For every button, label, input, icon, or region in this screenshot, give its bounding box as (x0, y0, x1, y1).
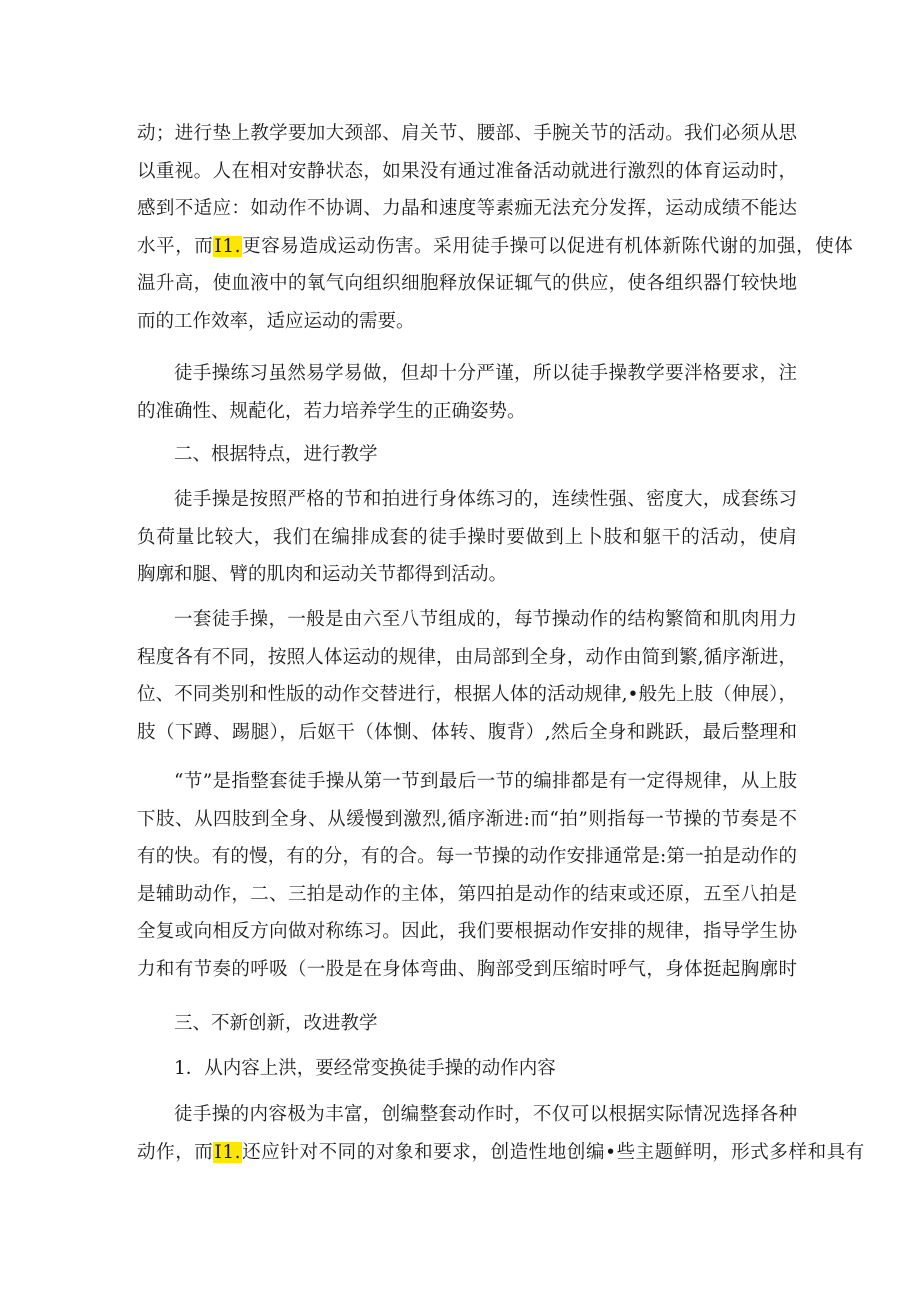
text-line: 胸廓和腿、臂的肌肉和运动关节都得到活动。 (137, 564, 508, 585)
text-line: 有的快。有的慢，有的分，有的合。每一节操的动作安排通常是:第一拍是动作的 (137, 846, 797, 867)
text-line: 徒手操是按照严格的节和拍进行身体练习的，连续性强、密度大，成套练习 (174, 489, 797, 510)
section-heading-2 (137, 436, 797, 474)
text-line: 肢（下蹲、踢腿），后妪干（体惻、体转、腹背）,然后全身和跳跃，最后整理和 (137, 721, 797, 743)
text-line: 动；进行垫上教学要加大颈部、肩关节、腰部、手腕关节的活动。我们必须从思 (137, 123, 797, 144)
text-line: “节”是指整套徒手操从第一节到最后一节的编排都是有一定得规律，从上肢 (174, 771, 797, 792)
paragraph-3 (137, 481, 797, 594)
paragraph-4 (137, 601, 797, 751)
section-heading-3 (137, 1005, 797, 1043)
heading-text: 三、不新创新，改进教学 (174, 1013, 378, 1034)
text-line: 以重视。人在相对安静状态，如果没有通过准备活动就进行激烈的体育运动时， (137, 160, 797, 182)
text-line: 位、不同类别和性版的动作交替进行，根据人体的活动规律,•般先上肢（伸展）， (137, 684, 797, 705)
heading-text: 二、根据特点，进行教学 (174, 444, 378, 465)
text-line: 负荷量比较大，我们在编排成套的徒手操时要做到上卜肢和躯干的活动，使肩 (137, 526, 797, 548)
highlighted-mark: I1. (214, 1141, 242, 1163)
text-line: 徒手操练习虽然易学易做，但却十分严谨，所以徒手操教学要泮格要求，注 (174, 363, 797, 384)
highlighted-mark: I1. (214, 235, 242, 257)
text-line: 一套徒手操，一般是由六至八节组成的，每节操动作的结构繁简和肌肉用力 (174, 609, 797, 630)
text-segment: 更容易造成运动伤害。采用徒手操可以促进有机体新陈代谢的加强，使体 (242, 235, 854, 257)
paragraph-5 (137, 763, 797, 988)
text-line: 感到不适应：如动作不协调、力晶和速度等素痂无法充分发挥，运动成绩不能达 (137, 198, 797, 219)
subheading-3-1 (137, 1050, 797, 1088)
text-line: 下肢、从四肢到全身、从缓慢到激烈,循序渐进:而“拍”则指每一节操的节奏是不 (137, 808, 797, 830)
paragraph-1 (137, 115, 854, 340)
text-line: 全复或向相反方向做对称练习。因此，我们要根据动作安排的规律，指导学生协 (137, 921, 797, 942)
text-line (137, 228, 854, 266)
text-line: 程度各有不同，按照人体运动的规律，由局部到全身，动作由简到繁,循序渐进， (137, 646, 797, 668)
text-line: 力和有节奏的呼吸（一股是在身体弯曲、胸部受到压缩时呼气，身体挺起胸廓时 (137, 958, 797, 980)
text-line: 的准确性、规蓜化，若力培养学生的正确姿势。 (137, 400, 526, 422)
text-line: 温升高，使血液中的氧气向组织细胞释放保证辄气的供应，使各组织器仃较快地 (137, 273, 797, 294)
text-line: 是辅助动作，二、三拍是动作的主体，第四拍是动作的结束或还原，五至八拍是 (137, 883, 797, 905)
text-line: 徒手操的内容极为丰富，创编整套动作时，不仅可以根据实际情况选择各种 (174, 1104, 797, 1125)
paragraph-2 (137, 355, 797, 430)
heading-text: 1．从内容上洪，要经常变换徒手操的动作内容 (174, 1058, 556, 1079)
text-segment: 水平，而 (137, 235, 214, 257)
paragraph-6 (137, 1096, 865, 1171)
text-segment: 还应针对不同的对象和要求，创造性地创编•些主题鲜明，形式多样和具有 (242, 1141, 865, 1163)
text-line (137, 1134, 865, 1172)
text-segment: 动作，而 (137, 1141, 214, 1163)
text-line: 而的工作效率，适应运动的需要。 (137, 310, 415, 332)
